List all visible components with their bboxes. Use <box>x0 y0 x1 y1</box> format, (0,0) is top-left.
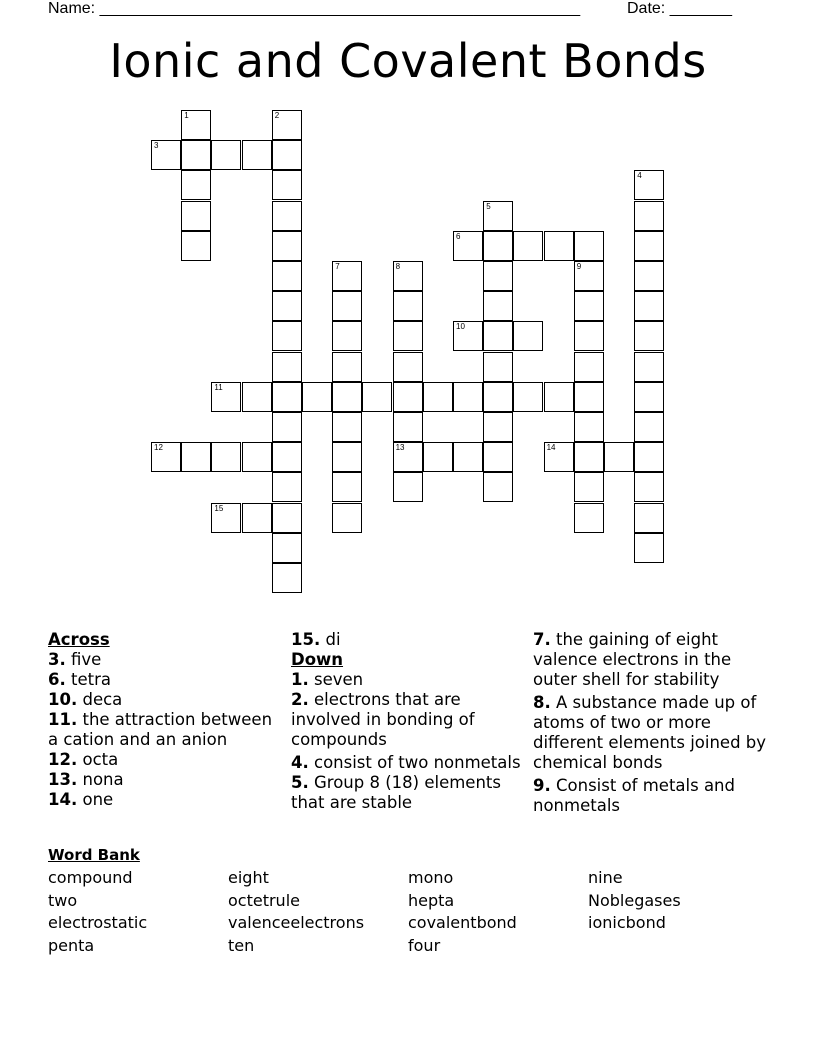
clue-number: 11 <box>214 382 223 392</box>
clue-across-10: 10. deca <box>48 690 123 709</box>
grid-cell[interactable] <box>634 201 664 231</box>
grid-cell[interactable] <box>544 442 574 472</box>
grid-cell[interactable] <box>393 382 423 412</box>
grid-cell[interactable] <box>513 382 543 412</box>
word-bank-item: octetrule <box>228 890 300 910</box>
name-line[interactable]: ______________________________________________________ <box>99 0 581 17</box>
grid-cell[interactable] <box>544 382 574 412</box>
grid-cell[interactable] <box>574 352 604 382</box>
clue-down-7: 7. the gaining of eight valence electrons in the outer shell for stability <box>533 630 732 689</box>
grid-cell[interactable] <box>181 170 211 200</box>
grid-cell[interactable] <box>332 321 362 351</box>
grid-cell[interactable] <box>544 231 574 261</box>
grid-cell[interactable] <box>483 412 513 442</box>
grid-cell[interactable] <box>211 503 241 533</box>
grid-cell[interactable] <box>483 352 513 382</box>
grid-cell[interactable] <box>272 231 302 261</box>
grid-cell[interactable] <box>634 472 664 502</box>
grid-cell[interactable] <box>423 382 453 412</box>
word-bank-item: Noblegases <box>588 890 681 910</box>
word-bank-item: nine <box>588 868 623 887</box>
grid-cell[interactable] <box>634 412 664 442</box>
grid-cell[interactable] <box>272 140 302 170</box>
clue-across-6: 6. tetra <box>48 670 111 689</box>
grid-cell[interactable] <box>453 231 483 261</box>
clue-number: 3 <box>154 141 159 151</box>
grid-cell[interactable] <box>181 140 211 170</box>
clue-number: 13 <box>395 443 405 453</box>
grid-cell[interactable] <box>483 442 513 472</box>
clue-number: 5 <box>486 201 491 211</box>
clue-across-13: 13. nona <box>48 770 124 789</box>
clues-column-2 <box>291 630 521 813</box>
clue-number: 15 <box>214 503 224 513</box>
grid-cell[interactable] <box>393 261 423 291</box>
clue-number: 9 <box>576 262 582 271</box>
grid-cell[interactable] <box>634 503 664 533</box>
grid-cell[interactable] <box>483 291 513 321</box>
grid-cell[interactable] <box>634 382 664 412</box>
grid-cell[interactable] <box>272 170 302 200</box>
grid-cell[interactable] <box>272 382 302 412</box>
grid-cell[interactable] <box>181 110 211 140</box>
grid-cell[interactable] <box>574 472 604 502</box>
grid-cell[interactable] <box>242 442 272 472</box>
down-heading: Down <box>291 650 344 669</box>
word-bank-item: four <box>408 935 441 955</box>
date-label: Date: _______ <box>627 0 732 17</box>
clue-number: 14 <box>546 443 556 453</box>
clue-number: 10 <box>456 322 465 332</box>
grid-cell[interactable] <box>483 472 513 502</box>
name-label: Name: ______________________________________________________ <box>48 0 581 17</box>
grid-cell[interactable] <box>332 472 362 502</box>
clue-number: 1 <box>184 111 189 120</box>
clue-down-5: 5. Group 8 (18) elements that are stable <box>291 773 501 812</box>
grid-cell[interactable] <box>332 261 362 291</box>
grid-cell[interactable] <box>332 412 362 442</box>
grid-cell[interactable] <box>272 412 302 442</box>
clue-across-15: 15. di <box>291 630 341 649</box>
grid-cell[interactable] <box>393 352 423 382</box>
grid-cell[interactable] <box>483 261 513 291</box>
word-bank-item: mono <box>408 868 454 887</box>
word-bank-item: electrostatic <box>48 913 148 933</box>
across-heading: Across <box>48 630 110 649</box>
grid-cell[interactable] <box>393 412 423 442</box>
clue-number: 2 <box>274 111 280 120</box>
grid-cell[interactable] <box>604 442 634 472</box>
grid-cell[interactable] <box>272 110 302 140</box>
grid-cell[interactable] <box>272 533 302 563</box>
grid-cell[interactable] <box>483 321 513 351</box>
clue-number: 12 <box>154 443 163 453</box>
grid-cell[interactable] <box>272 321 302 351</box>
grid-cell[interactable] <box>242 503 272 533</box>
grid-cell[interactable] <box>634 442 664 472</box>
grid-cell[interactable] <box>211 140 241 170</box>
grid-cell[interactable] <box>362 382 392 412</box>
grid-cell[interactable] <box>393 442 423 472</box>
grid-cell[interactable] <box>332 382 362 412</box>
word-bank-item: valenceelectrons <box>228 913 365 933</box>
date-line[interactable]: _______ <box>669 0 732 17</box>
grid-cell[interactable] <box>242 382 272 412</box>
word-bank-item: eight <box>228 868 269 887</box>
grid-cell[interactable] <box>181 442 211 472</box>
grid-cell[interactable] <box>574 231 604 261</box>
grid-cell[interactable] <box>332 503 362 533</box>
clues-column-1 <box>48 630 283 810</box>
grid-cell[interactable] <box>513 231 543 261</box>
word-bank-title: Word Bank <box>48 846 140 864</box>
grid-cell[interactable] <box>574 503 604 533</box>
grid-cell[interactable] <box>393 321 423 351</box>
grid-cell[interactable] <box>272 291 302 321</box>
grid-cell[interactable] <box>574 291 604 321</box>
clue-down-9: 9. Consist of metals and nonmetals <box>533 776 735 815</box>
grid-cell[interactable] <box>483 231 513 261</box>
grid-cell[interactable] <box>211 382 241 412</box>
word-bank-item: two <box>48 890 78 910</box>
grid-cell[interactable] <box>634 321 664 351</box>
grid-cell[interactable] <box>453 382 483 412</box>
clue-number: 4 <box>637 171 642 181</box>
grid-cell[interactable] <box>211 442 241 472</box>
grid-cell[interactable] <box>302 382 332 412</box>
grid-cell[interactable] <box>242 140 272 170</box>
grid-cell[interactable] <box>332 352 362 382</box>
clue-across-12: 12. octa <box>48 750 119 769</box>
grid-cell[interactable] <box>423 442 453 472</box>
grid-cell[interactable] <box>272 442 302 472</box>
clue-number: 8 <box>395 262 401 271</box>
word-bank-item: hepta <box>408 890 455 910</box>
grid-cell[interactable] <box>272 563 302 593</box>
clue-down-4: 4. consist of two nonmetals <box>291 753 521 772</box>
clue-down-1: 1. seven <box>291 670 364 689</box>
grid-cell[interactable] <box>332 442 362 472</box>
grid-cell[interactable] <box>574 261 604 291</box>
grid-cell[interactable] <box>634 533 664 563</box>
grid-cell[interactable] <box>332 291 362 321</box>
grid-cell[interactable] <box>574 321 604 351</box>
word-bank-item: penta <box>48 935 95 955</box>
grid-cell[interactable] <box>393 291 423 321</box>
grid-cell[interactable] <box>453 321 483 351</box>
grid-cell[interactable] <box>393 472 423 502</box>
clue-number: 7 <box>335 262 340 271</box>
page-title: Ionic and Covalent Bonds <box>109 34 707 88</box>
grid-cell[interactable] <box>453 442 483 472</box>
clues-column-3 <box>533 630 773 816</box>
clue-across-11: 11. the attraction between a cation and an anion <box>48 710 273 749</box>
grid-cell[interactable] <box>181 201 211 231</box>
grid-cell[interactable] <box>272 261 302 291</box>
grid-cell[interactable] <box>634 261 664 291</box>
grid-cell[interactable] <box>513 321 543 351</box>
grid-cell[interactable] <box>272 201 302 231</box>
clue-number: 6 <box>456 231 461 241</box>
grid-cell[interactable] <box>574 382 604 412</box>
grid-cell[interactable] <box>272 503 302 533</box>
grid-cell[interactable] <box>574 442 604 472</box>
clue-across-3: 3. five <box>48 650 102 669</box>
grid-cell[interactable] <box>483 201 513 231</box>
grid-cell[interactable] <box>634 170 664 200</box>
grid-cell[interactable] <box>634 231 664 261</box>
word-bank-item: ionicbond <box>588 913 666 933</box>
word-bank-item: covalentbond <box>408 913 517 933</box>
grid-cell[interactable] <box>634 291 664 321</box>
clue-down-8: 8. A substance made up of atoms of two or more different elements joined by chemical bonds <box>533 693 767 772</box>
clue-across-14: 14. one <box>48 790 114 809</box>
grid-cell[interactable] <box>574 412 604 442</box>
word-bank-item: compound <box>48 868 133 887</box>
grid-cell[interactable] <box>272 472 302 502</box>
grid-cell[interactable] <box>151 442 181 472</box>
grid-cell[interactable] <box>483 382 513 412</box>
word-bank-item: ten <box>228 935 255 955</box>
grid-cell[interactable] <box>634 352 664 382</box>
clue-down-2: 2. electrons that are involved in bonding of compounds <box>291 690 475 749</box>
grid-cell[interactable] <box>151 140 181 170</box>
grid-cell[interactable] <box>181 231 211 261</box>
grid-cell[interactable] <box>272 352 302 382</box>
